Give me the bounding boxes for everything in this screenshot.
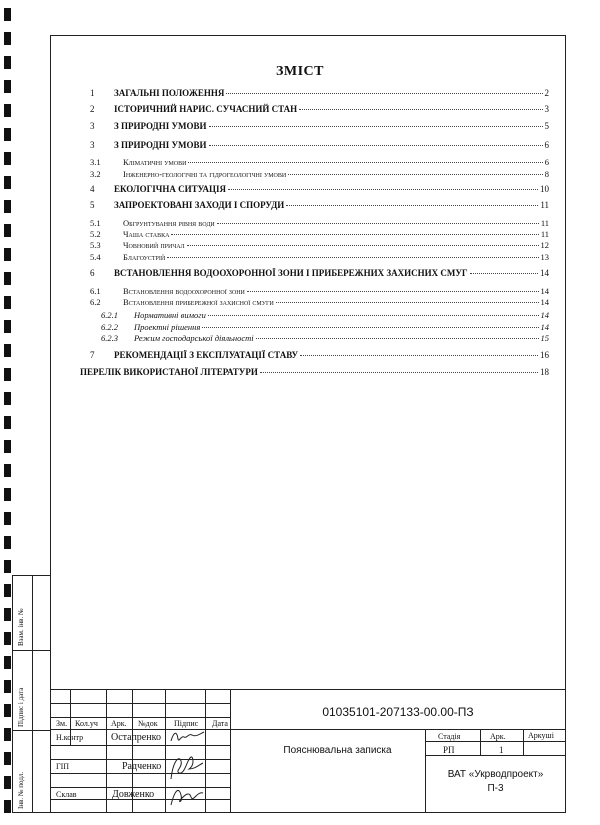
binding-hole xyxy=(4,296,11,309)
binding-hole xyxy=(4,440,11,453)
toc-label: Проектні рішення xyxy=(134,322,201,332)
toc-page-number: 12 xyxy=(540,240,549,250)
toc-page-number: 14 xyxy=(540,268,549,278)
toc-row xyxy=(90,350,549,360)
toc-page-number: 10 xyxy=(540,184,549,194)
toc-number: 5.4 xyxy=(90,252,101,262)
toc-row xyxy=(90,240,549,250)
stamp-line xyxy=(480,729,481,755)
toc-label: Обгрунтування рівня води xyxy=(123,218,215,228)
toc-number: 3 xyxy=(90,121,95,131)
binding-hole xyxy=(4,224,11,237)
toc-label: Встановлення прибережної захисної смуги xyxy=(123,297,274,307)
toc-label: Нормативні вимоги xyxy=(134,310,206,320)
stamp-line xyxy=(523,729,524,755)
toc-number: 1 xyxy=(90,88,95,98)
binding-hole xyxy=(4,8,11,21)
toc-row xyxy=(90,229,549,239)
stamp-line xyxy=(50,745,230,746)
binding-hole xyxy=(4,752,11,765)
toc-number: 3.2 xyxy=(90,169,101,179)
header-data: Дата xyxy=(212,719,228,728)
signature-radchenko xyxy=(165,751,207,783)
side-label-vzam: Взам. інв. № xyxy=(17,608,25,646)
toc-label: ІСТОРИЧНИЙ НАРИС. СУЧАСНИЙ СТАН xyxy=(114,104,298,114)
toc-leader-dots xyxy=(260,372,538,373)
signature-dovzhenko xyxy=(165,781,207,811)
toc-label: ЕКОЛОГІЧНА СИТУАЦІЯ xyxy=(114,184,227,194)
stage-label: Стадія xyxy=(438,732,461,741)
org-name: ВАТ «Укрводпроект» xyxy=(447,769,544,780)
org-code: П-3 xyxy=(487,783,504,794)
side-cell-sign xyxy=(13,651,51,731)
binding-hole xyxy=(4,320,11,333)
binding-hole xyxy=(4,560,11,573)
toc-row xyxy=(90,297,549,307)
binding-hole xyxy=(4,176,11,189)
toc-label: Кліматичні умови xyxy=(123,157,187,167)
toc-label: ЗАГАЛЬНІ ПОЛОЖЕННЯ xyxy=(114,88,225,98)
binding-hole xyxy=(4,800,11,813)
toc-row xyxy=(90,218,549,228)
stamp-line xyxy=(425,755,566,756)
toc-label: ПЕРЕЛІК ВИКОРИСТАНОЇ ЛІТЕРАТУРИ xyxy=(80,367,258,377)
toc-row xyxy=(90,121,549,131)
stamp-line xyxy=(425,741,566,742)
toc-number: 7 xyxy=(90,350,95,360)
page-title: ЗМІСТ xyxy=(276,64,324,79)
name-dovzhenko: Довженко xyxy=(112,789,155,800)
binding-hole xyxy=(4,128,11,141)
toc-page-number: 15 xyxy=(540,333,549,343)
binding-hole xyxy=(4,200,11,213)
toc-page-number: 2 xyxy=(544,88,549,98)
toc-row xyxy=(101,310,549,320)
toc-leader-dots xyxy=(209,126,543,127)
toc-label: ВСТАНОВЛЕННЯ ВОДООХОРОННОЇ ЗОНИ І ПРИБЕРЕЖНИХ ЗАХИСНИХ СМУГ xyxy=(114,268,468,278)
toc-row xyxy=(90,286,549,296)
toc-leader-dots xyxy=(171,234,538,235)
binding-hole xyxy=(4,632,11,645)
stage-value: РП xyxy=(443,745,455,755)
toc-leader-dots xyxy=(228,189,538,190)
toc-leader-dots xyxy=(288,174,543,175)
binding-hole xyxy=(4,104,11,117)
binding-hole xyxy=(4,416,11,429)
stamp-line xyxy=(50,717,230,718)
toc-number: 5 xyxy=(90,200,95,210)
binding-hole xyxy=(4,248,11,261)
header-ark: Арк. xyxy=(111,719,127,728)
toc-page-number: 11 xyxy=(540,229,549,239)
toc-label: Чаша ставка xyxy=(123,229,170,239)
stamp-line xyxy=(50,703,230,704)
toc-row xyxy=(101,333,549,343)
side-label-sign: Підпис і дата xyxy=(17,687,25,727)
binding-hole xyxy=(4,272,11,285)
toc-leader-dots xyxy=(187,245,539,246)
binding-hole xyxy=(4,704,11,717)
header-pidpys: Підпис xyxy=(174,719,199,728)
binding-hole xyxy=(4,80,11,93)
toc-row xyxy=(90,252,549,262)
toc-page-number: 16 xyxy=(540,350,549,360)
toc-page-number: 11 xyxy=(540,200,549,210)
sheets-label: Аркуші xyxy=(528,731,554,740)
sheet-label: Арк. xyxy=(490,732,506,741)
organization xyxy=(425,768,566,796)
binding-hole xyxy=(4,776,11,789)
toc-page-number: 3 xyxy=(544,104,549,114)
toc-page-number: 14 xyxy=(540,322,549,332)
toc-label: Встановлення водоохоронної зони xyxy=(123,286,245,296)
toc-page-number: 6 xyxy=(544,140,549,150)
binding-hole xyxy=(4,512,11,525)
document-code: 01035101-207133-00.00-ПЗ xyxy=(322,705,474,719)
toc-label: Режим господарської діяльності xyxy=(134,333,254,343)
toc-number: 6.2 xyxy=(90,297,101,307)
binding-hole xyxy=(4,488,11,501)
binding-hole xyxy=(4,368,11,381)
binding-hole xyxy=(4,464,11,477)
toc-row xyxy=(90,169,549,179)
stamp-line xyxy=(50,729,566,730)
role-gip: ГІП xyxy=(56,762,70,771)
toc-leader-dots xyxy=(300,355,538,356)
toc-label: Інженерно-геологічні та гідрогеологічні умови xyxy=(123,169,287,179)
stamp-line xyxy=(50,689,566,690)
toc-number: 6.2.3 xyxy=(101,333,118,343)
toc-row xyxy=(90,184,549,194)
toc-label: Човновий причал xyxy=(123,240,185,250)
side-label-inv: Інв. № подл. xyxy=(17,771,25,809)
toc-number: 3 xyxy=(90,140,95,150)
toc-row xyxy=(90,88,549,98)
toc-row xyxy=(90,268,549,278)
binding-hole xyxy=(4,656,11,669)
toc-label: РЕКОМЕНДАЦІЇ З ЕКСПЛУАТАЦІЇ СТАВУ xyxy=(114,350,299,360)
toc-label: З ПРИРОДНІ УМОВИ xyxy=(114,121,207,131)
toc-row xyxy=(90,200,549,210)
name-ostaprenko: Остапренко xyxy=(111,732,161,743)
name-radchenko: Радченко xyxy=(122,761,162,772)
binding-hole xyxy=(4,344,11,357)
stamp-line xyxy=(106,689,107,813)
toc-number: 6 xyxy=(90,268,95,278)
document-name: Пояснювальна записка xyxy=(283,745,392,756)
role-sklav: Склав xyxy=(56,790,77,799)
signature-ostaprenko xyxy=(168,729,208,745)
toc-leader-dots xyxy=(167,257,538,258)
toc-number: 4 xyxy=(90,184,95,194)
binding-hole xyxy=(4,152,11,165)
toc-number: 6.1 xyxy=(90,286,101,296)
toc-page-number: 6 xyxy=(544,157,549,167)
toc-page-number: 13 xyxy=(540,252,549,262)
toc-leader-dots xyxy=(247,291,539,292)
toc-number: 5.3 xyxy=(90,240,101,250)
toc-number: 5.2 xyxy=(90,229,101,239)
toc-page-number: 14 xyxy=(540,286,549,296)
toc-page-number: 11 xyxy=(540,218,549,228)
toc-leader-dots xyxy=(209,145,543,146)
toc-label: Благоустрій xyxy=(123,252,166,262)
header-kol: Кол.уч xyxy=(75,719,98,728)
toc-number: 6.2.2 xyxy=(101,322,118,332)
toc-page-number: 18 xyxy=(540,367,549,377)
toc-label: З ПРИРОДНІ УМОВИ xyxy=(114,140,207,150)
toc-label: ЗАПРОЕКТОВАНІ ЗАХОДИ І СПОРУДИ xyxy=(114,200,285,210)
toc-leader-dots xyxy=(208,315,539,316)
toc-row xyxy=(101,322,549,332)
binding-hole xyxy=(4,728,11,741)
header-zm: Зм. xyxy=(56,719,68,728)
toc-leader-dots xyxy=(226,93,542,94)
toc-leader-dots xyxy=(299,109,542,110)
toc-leader-dots xyxy=(276,302,539,303)
toc-leader-dots xyxy=(256,338,539,339)
toc-leader-dots xyxy=(470,273,538,274)
toc-leader-dots xyxy=(202,327,538,328)
binding-hole xyxy=(4,32,11,45)
binding-hole xyxy=(4,584,11,597)
role-nkontr: Н.контр xyxy=(56,733,84,742)
toc-row xyxy=(90,104,549,114)
toc-leader-dots xyxy=(188,162,542,163)
binding-hole xyxy=(4,608,11,621)
toc-row xyxy=(80,367,549,377)
side-stamp xyxy=(12,575,51,813)
binding-hole xyxy=(4,536,11,549)
toc-leader-dots xyxy=(286,205,538,206)
toc-page-number: 14 xyxy=(540,297,549,307)
toc-number: 3.1 xyxy=(90,157,101,167)
toc-row xyxy=(90,157,549,167)
side-cell-vzam xyxy=(13,576,51,651)
sheet-value: 1 xyxy=(499,745,504,755)
toc-page-number: 14 xyxy=(540,310,549,320)
toc-row xyxy=(90,140,549,150)
toc-number: 5.1 xyxy=(90,218,101,228)
side-cell-inv xyxy=(13,731,51,814)
header-ndok: №док xyxy=(138,719,158,728)
toc-number: 2 xyxy=(90,104,95,114)
toc-page-number: 8 xyxy=(544,169,549,179)
toc-leader-dots xyxy=(217,223,539,224)
toc-page-number: 5 xyxy=(544,121,549,131)
toc-number: 6.2.1 xyxy=(101,310,118,320)
binding-hole xyxy=(4,680,11,693)
binding-hole xyxy=(4,392,11,405)
